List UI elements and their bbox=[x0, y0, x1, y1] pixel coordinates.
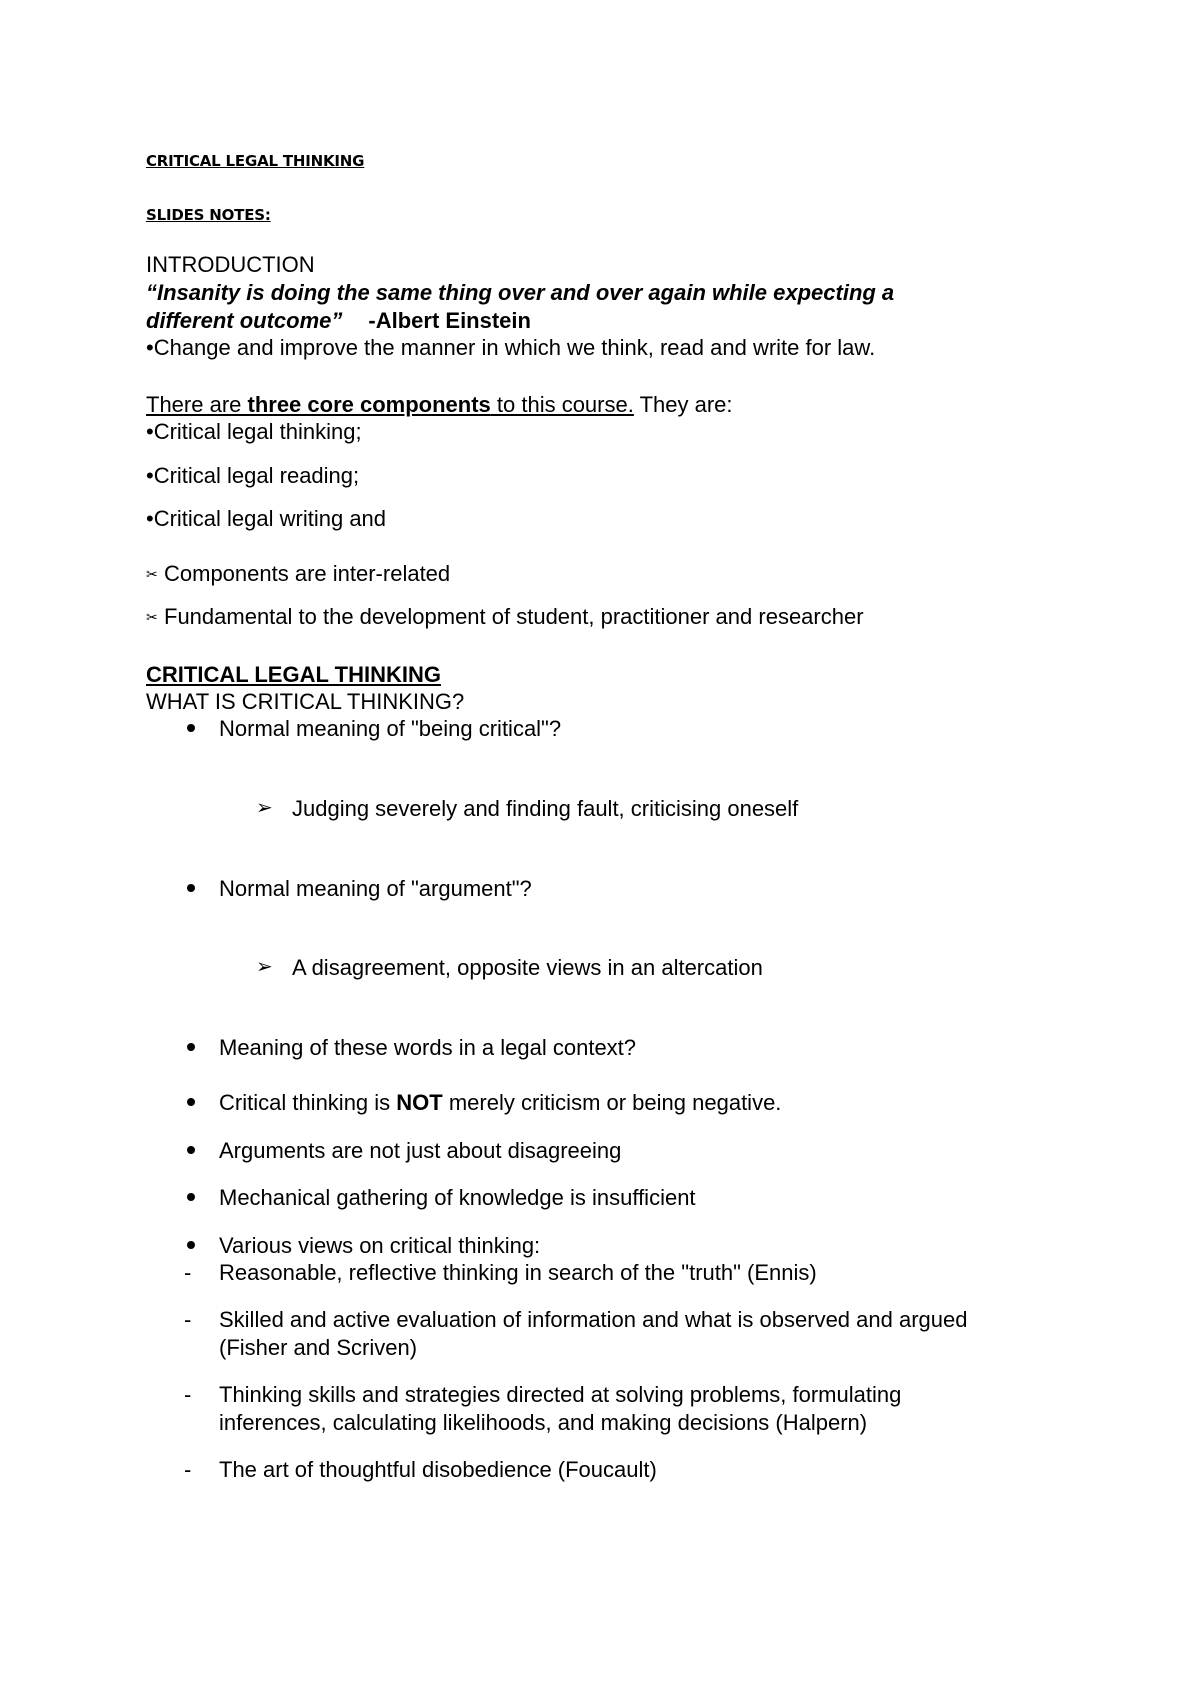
bullet-dot-icon bbox=[187, 1098, 195, 1106]
lead-part-3: They are: bbox=[633, 392, 733, 417]
component-item: •Critical legal thinking; bbox=[146, 419, 362, 444]
bullet-dot-icon bbox=[187, 884, 195, 892]
bullet-item: Mechanical gathering of knowledge is insufficient bbox=[219, 1185, 696, 1210]
lead-part-2: to this course. bbox=[490, 392, 634, 417]
section-heading: CRITICAL LEGAL THINKING bbox=[146, 662, 441, 687]
bullet-bold: NOT bbox=[396, 1090, 443, 1115]
bullet-text: merely criticism or being negative. bbox=[442, 1090, 782, 1115]
section-question: WHAT IS CRITICAL THINKING? bbox=[146, 689, 465, 714]
quote-text: different outcome” bbox=[146, 308, 343, 333]
dash-bullet: - bbox=[184, 1260, 192, 1285]
bullet-dot-icon bbox=[187, 1043, 195, 1051]
component-note-text: Fundamental to the development of student, practitioner and researcher bbox=[164, 604, 864, 629]
bullet-item: Meaning of these words in a legal context? bbox=[219, 1035, 637, 1060]
quote-line-2 bbox=[146, 307, 531, 334]
component-note bbox=[146, 560, 450, 588]
component-note bbox=[146, 603, 864, 631]
bullet-item bbox=[219, 1089, 781, 1116]
component-item: •Critical legal writing and bbox=[146, 506, 387, 531]
bullet-item: Various views on critical thinking: bbox=[219, 1233, 541, 1258]
view-item-continued: (Fisher and Scriven) bbox=[219, 1335, 418, 1360]
bullet-dot-icon bbox=[187, 1193, 195, 1201]
scissor-wingding-icon: ✂ bbox=[146, 566, 158, 582]
sub-bullet-item: Judging severely and finding fault, criticising oneself bbox=[292, 796, 799, 821]
arrow-bullet-icon: ➢ bbox=[256, 797, 273, 819]
bullet-item: Arguments are not just about disagreeing bbox=[219, 1138, 622, 1163]
dash-bullet: - bbox=[184, 1307, 192, 1332]
bullet-text: Critical thinking is bbox=[219, 1090, 397, 1115]
dash-bullet: - bbox=[184, 1382, 192, 1407]
bullet-item: Normal meaning of "being critical"? bbox=[219, 716, 562, 741]
component-note-text: Components are inter-related bbox=[164, 561, 451, 586]
intro-heading: INTRODUCTION bbox=[146, 252, 315, 277]
doc-subtitle: SLIDES NOTES: bbox=[146, 206, 271, 224]
components-lead bbox=[146, 391, 733, 418]
intro-bullet: •Change and improve the manner in which we think, read and write for law. bbox=[146, 335, 876, 360]
lead-bold: three core components bbox=[247, 392, 491, 417]
component-item: •Critical legal reading; bbox=[146, 463, 360, 488]
view-item: The art of thoughtful disobedience (Foucault) bbox=[219, 1457, 657, 1482]
quote-line-1: “Insanity is doing the same thing over and over again while expecting a bbox=[146, 280, 895, 305]
sub-bullet-item: A disagreement, opposite views in an altercation bbox=[292, 955, 763, 980]
arrow-bullet-icon: ➢ bbox=[256, 956, 273, 978]
lead-part-1: There are bbox=[146, 392, 248, 417]
doc-title: CRITICAL LEGAL THINKING bbox=[146, 152, 365, 170]
view-item: Thinking skills and strategies directed at solving problems, formulating bbox=[219, 1382, 902, 1407]
view-item: Skilled and active evaluation of information and what is observed and argued bbox=[219, 1307, 968, 1332]
dash-bullet: - bbox=[184, 1457, 192, 1482]
scissor-wingding-icon: ✂ bbox=[146, 609, 158, 625]
bullet-dot-icon bbox=[187, 724, 195, 732]
bullet-item: Normal meaning of "argument"? bbox=[219, 876, 532, 901]
bullet-dot-icon bbox=[187, 1241, 195, 1249]
quote-author: -Albert Einstein bbox=[368, 308, 531, 333]
bullet-dot-icon bbox=[187, 1146, 195, 1154]
view-item-continued: inferences, calculating likelihoods, and making decisions (Halpern) bbox=[219, 1410, 868, 1435]
view-item: Reasonable, reflective thinking in search of the "truth" (Ennis) bbox=[219, 1260, 817, 1285]
